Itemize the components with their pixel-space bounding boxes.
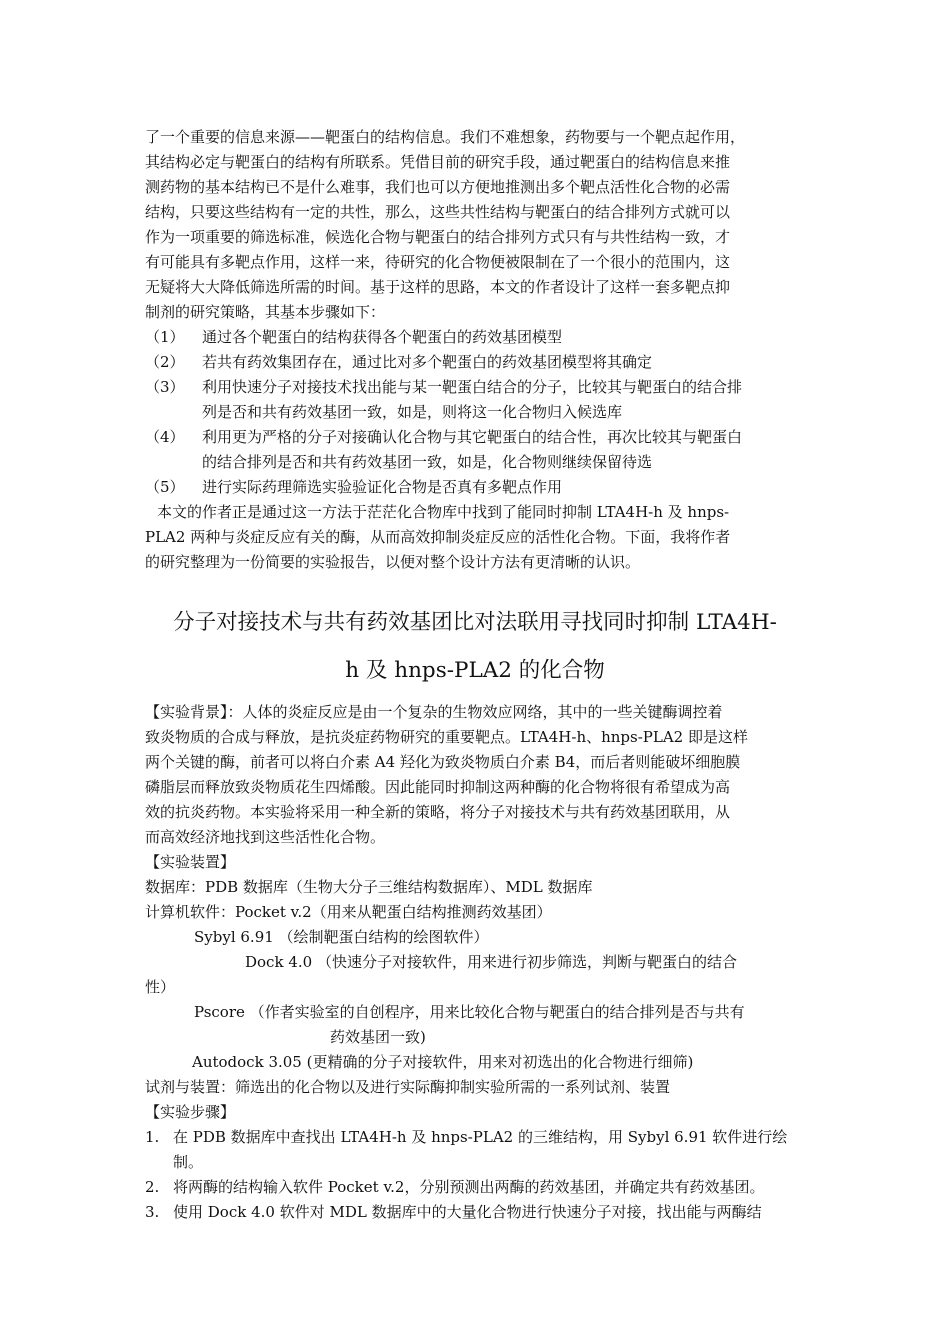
procedure-step-text: 使用 Dock 4.0 软件对 MDL 数据库中的大量化合物进行快速分子对接，找出能与两酶结	[173, 1203, 762, 1221]
step-number: （3）	[145, 378, 185, 396]
conclusion-line: PLA2 两种与炎症反应有关的酶，从而高效抑制炎症反应的活性化合物。下面，我将作者	[145, 528, 731, 546]
reagents-line: 试剂与装置：筛选出的化合物以及进行实际酶抑制实验所需的一系列试剂、装置	[145, 1078, 671, 1096]
intro-line: 制剂的研究策略，其基本步骤如下：	[145, 303, 386, 321]
report-title-line-1: 分子对接技术与共有药效基团比对法联用寻找同时抑制 LTA4H-	[173, 610, 777, 635]
step-number: （4）	[145, 428, 185, 446]
procedure-step-number: 2.	[145, 1178, 160, 1196]
dock-line: Dock 4.0 （快速分子对接软件，用来进行初步筛选，判断与靶蛋白的结合	[245, 953, 737, 971]
step-text: 的结合排列是否和共有药效基团一致，如是，化合物则继续保留待选	[202, 453, 653, 471]
step-text: 列是否和共有药效基团一致，如是，则将这一化合物归入候选库	[202, 403, 623, 421]
conclusion-line: 的研究整理为一份简要的实验报告，以便对整个设计方法有更清晰的认识。	[145, 553, 641, 571]
background-line: 【实验背景】：人体的炎症反应是由一个复杂的生物效应网络，其中的一些关键酶调控着	[145, 703, 723, 721]
pscore-line-continued: 药效基团一致)	[330, 1028, 426, 1046]
apparatus-heading: 【实验装置】	[145, 853, 236, 871]
dock-line-continued: 性）	[145, 978, 176, 996]
step-number: （2）	[145, 353, 185, 371]
procedure-step-number: 3.	[145, 1203, 160, 1221]
intro-line: 了一个重要的信息来源——靶蛋白的结构信息。我们不难想象，药物要与一个靶点起作用，	[145, 128, 746, 146]
intro-line: 无疑将大大降低筛选所需的时间。基于这样的思路，本文的作者设计了这样一套多靶点抑	[145, 278, 731, 296]
intro-line: 结构，只要这些结构有一定的共性，那么，这些共性结构与靶蛋白的结合排列方式就可以	[145, 203, 731, 221]
sybyl-line: Sybyl 6.91 （绘制靶蛋白结构的绘图软件）	[194, 928, 489, 946]
report-title-line-2: h 及 hnps-PLA2 的化合物	[345, 658, 605, 683]
intro-line: 作为一项重要的筛选标准，候选化合物与靶蛋白的结合排列方式只有与共性结构一致，才	[145, 228, 731, 246]
background-line: 磷脂层而释放致炎物质花生四烯酸。因此能同时抑制这两种酶的化合物将很有希望成为高	[145, 778, 731, 796]
procedure-step-text: 将两酶的结构输入软件 Pocket v.2，分别预测出两酶的药效基团，并确定共有药效基团。	[173, 1178, 765, 1196]
procedure-step-text: 制。	[173, 1153, 204, 1171]
background-line: 而高效经济地找到这些活性化合物。	[145, 828, 386, 846]
step-text: 若共有药效集团存在，通过比对多个靶蛋白的药效基团模型将其确定	[202, 353, 653, 371]
procedure-heading: 【实验步骤】	[145, 1103, 236, 1121]
intro-line: 测药物的基本结构已不是什么难事，我们也可以方便地推测出多个靶点活性化合物的必需	[145, 178, 731, 196]
intro-line: 有可能具有多靶点作用，这样一来，待研究的化合物便被限制在了一个很小的范围内，这	[145, 253, 731, 271]
database-line: 数据库：PDB 数据库（生物大分子三维结构数据库）、MDL 数据库	[145, 878, 593, 896]
autodock-line: Autodock 3.05 (更精确的分子对接软件，用来对初选出的化合物进行细筛)	[192, 1053, 694, 1071]
background-line: 两个关键的酶，前者可以将白介素 A4 羟化为致炎物质白介素 B4，而后者则能破坏细胞膜	[145, 753, 741, 771]
background-line: 效的抗炎药物。本实验将采用一种全新的策略，将分子对接技术与共有药效基团联用，从	[145, 803, 731, 821]
step-text: 通过各个靶蛋白的结构获得各个靶蛋白的药效基团模型	[202, 328, 563, 346]
step-text: 进行实际药理筛选实验验证化合物是否真有多靶点作用	[202, 478, 563, 496]
procedure-step-text: 在 PDB 数据库中查找出 LTA4H-h 及 hnps-PLA2 的三维结构，用 Sybyl 6.91 软件进行绘	[173, 1128, 788, 1146]
software-line: 计算机软件：Pocket v.2（用来从靶蛋白结构推测药效基团）	[145, 903, 552, 921]
step-number: （5）	[145, 478, 185, 496]
step-text: 利用更为严格的分子对接确认化合物与其它靶蛋白的结合性，再次比较其与靶蛋白	[202, 428, 743, 446]
procedure-step-number: 1.	[145, 1128, 160, 1146]
background-line: 致炎物质的合成与释放，是抗炎症药物研究的重要靶点。LTA4H-h、hnps-PLA2 即是这样	[145, 728, 748, 746]
intro-line: 其结构必定与靶蛋白的结构有所联系。凭借目前的研究手段，通过靶蛋白的结构信息来推	[145, 153, 731, 171]
step-text: 利用快速分子对接技术找出能与某一靶蛋白结合的分子，比较其与靶蛋白的结合排	[202, 378, 743, 396]
step-number: （1）	[145, 328, 185, 346]
pscore-line: Pscore （作者实验室的自创程序，用来比较化合物与靶蛋白的结合排列是否与共有	[194, 1003, 745, 1021]
conclusion-line: 本文的作者正是通过这一方法于茫茫化合物库中找到了能同时抑制 LTA4H-h 及 hnps-	[157, 503, 730, 521]
